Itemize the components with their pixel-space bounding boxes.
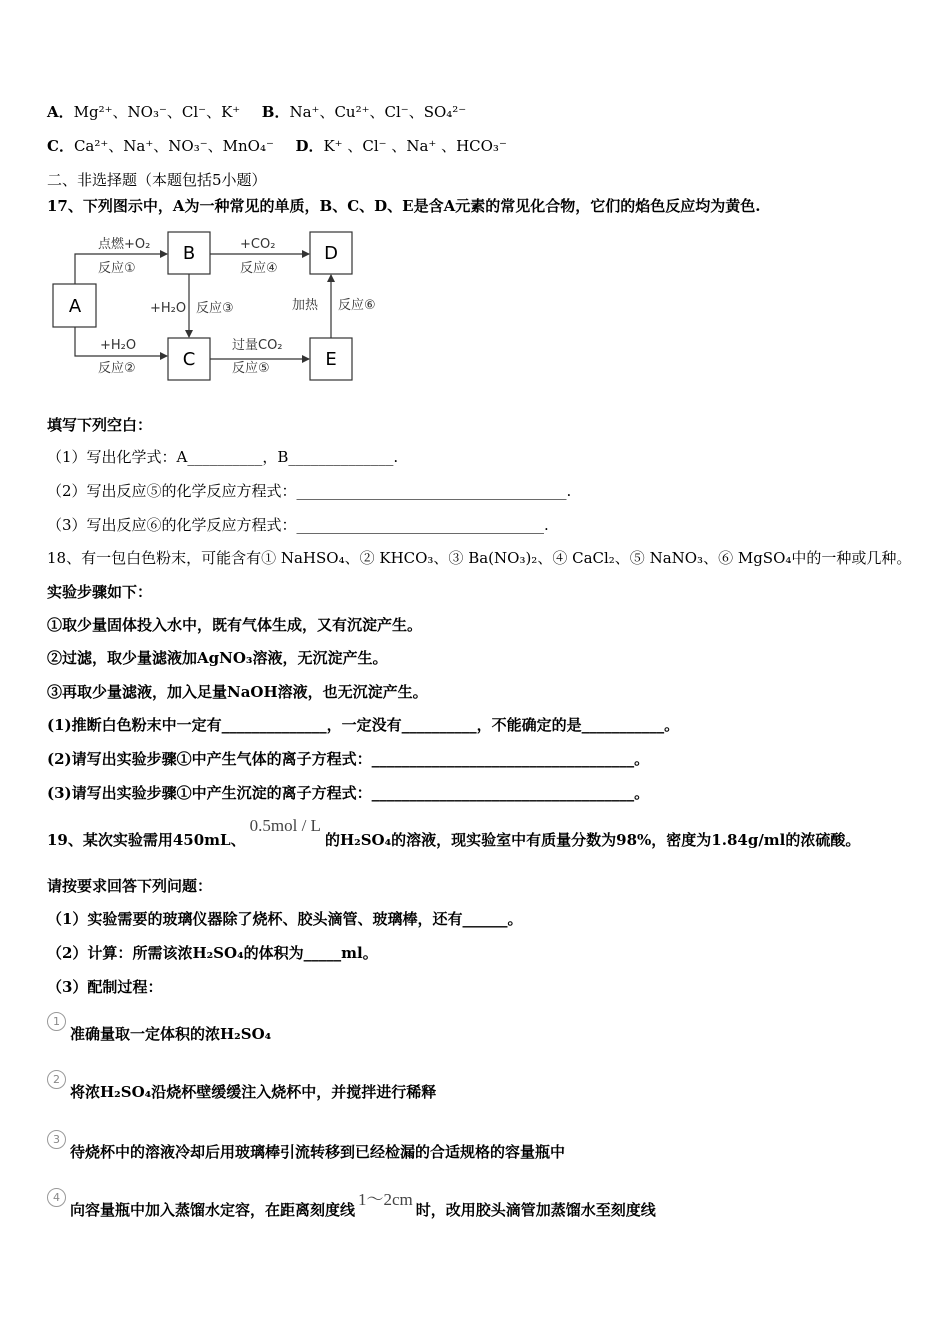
q19-concentration: 0.5mol / L (249, 816, 321, 835)
options-row-cd (47, 136, 507, 156)
q17-reaction-diagram (40, 222, 400, 392)
step4-text-post: 时，改用胶头滴管加蒸馏水至刻度线 (415, 1201, 656, 1219)
q17-part2-text: （2）写出反应⑤的化学反应方程式：_________________________________ (47, 482, 545, 500)
box-c-label: C (182, 349, 196, 370)
label-ab-bottom: 反应① (98, 261, 136, 276)
box-a-label: A (68, 296, 82, 317)
step4-text (70, 1190, 656, 1220)
q18-stem: 18、有一包白色粉末，可能含有① NaHSO₄、② KHCO₃、③ Ba(NO₃)₂、④ CaCl₂、⑤ NaNO₃、⑥ MgSO₄中的一种或几种。 (47, 549, 912, 567)
step4-number: 4 (47, 1188, 66, 1207)
q18-steps-title: 实验步骤如下： (47, 583, 153, 601)
q19-volume: 450mL (172, 831, 231, 849)
step2-text: 将浓H₂SO₄沿烧杯壁缓缓注入烧杯中，并搅拌进行稀释 (70, 1083, 437, 1101)
step3-number: 3 (47, 1130, 66, 1149)
q18-step1: ①取少量固体投入水中，既有气体生成，又有沉淀产生。 (47, 616, 423, 634)
q19-part1: （1）实验需要的玻璃仪器除了烧杯、胶头滴管、玻璃棒，还有______。 (47, 910, 523, 928)
q17-part3: （3）写出反应⑥的化学反应方程式：_________________________________. (47, 516, 549, 534)
q18-part1: (1)推断白色粉末中一定有______________，一定没有__________，不能确定的是___________。 (47, 716, 680, 734)
q17-stem: 17、下列图示中，A为一种常见的单质，B、C、D、E是含A元素的常见化合物，它们的焰色反应均为黄色. (47, 197, 761, 215)
option-a-text: Mg²⁺、NO₃⁻、Cl⁻、K⁺ (73, 103, 241, 121)
q18-part2: (2)请写出实验步骤①中产生气体的离子方程式：___________________________________。 (47, 750, 650, 768)
label-bd-top: +CO₂ (240, 237, 276, 252)
step2-number: 2 (47, 1070, 66, 1089)
label-bc-right: 反应③ (196, 301, 234, 316)
option-a-label: A． (47, 103, 74, 121)
step4-text-pre: 向容量瓶中加入蒸馏水定容，在距离刻度线 (70, 1201, 356, 1219)
options-row-ab (47, 102, 466, 122)
q19-part2: （2）计算：所需该浓H₂SO₄的体积为_____ml。 (47, 944, 378, 962)
option-d-label: D． (295, 137, 324, 155)
option-d-text: K⁺ 、Cl⁻ 、Na⁺ 、HCO₃⁻ (323, 137, 507, 155)
step3-text: 待烧杯中的溶液冷却后用玻璃棒引流转移到已经检漏的合适规格的容量瓶中 (70, 1143, 566, 1161)
label-ce-top: 过量CO₂ (232, 338, 283, 353)
option-b-label: B． (261, 103, 290, 121)
q19-stem-pre: 19、某次实验需用 (47, 831, 173, 849)
box-b-label: B (182, 243, 196, 264)
q19-sep: 、 (230, 831, 246, 849)
label-ed-right: 反应⑥ (338, 298, 376, 313)
q19-stem-post-a: 的 (324, 831, 340, 849)
step4-range: 1～2cm (358, 1190, 413, 1209)
label-bd-bottom: 反应④ (240, 261, 278, 276)
label-bc-left: +H₂O (150, 301, 187, 316)
option-c-label: C． (47, 137, 74, 155)
q19-stem (47, 816, 861, 850)
box-d-label: D (324, 243, 338, 264)
q17-fill-prompt: 填写下列空白： (47, 416, 153, 434)
q17-part1: （1）写出化学式：A__________，B______________. (47, 448, 399, 466)
label-ac-bottom: 反应② (98, 361, 136, 376)
option-c-text: Ca²⁺、Na⁺、NO₃⁻、MnO₄⁻ (73, 137, 274, 155)
step1-number: 1 (47, 1012, 66, 1031)
q19-part3: （3）配制过程： (47, 978, 163, 996)
step1-text: 准确量取一定体积的浓H₂SO₄ (70, 1025, 272, 1043)
q19-prompt: 请按要求回答下列问题： (47, 877, 213, 895)
q18-part3: (3)请写出实验步骤①中产生沉淀的离子方程式：___________________________________。 (47, 784, 650, 802)
q18-step2: ②过滤，取少量滤液加AgNO₃溶液，无沉淀产生。 (47, 649, 388, 667)
q17-part2-tail: ___. (544, 482, 572, 500)
option-b-text: Na⁺、Cu²⁺、Cl⁻、SO₄²⁻ (289, 103, 467, 121)
label-ac-top: +H₂O (100, 338, 137, 353)
label-ce-bottom: 反应⑤ (232, 361, 270, 376)
section-heading: 二、非选择题（本题包括5小题） (47, 171, 267, 189)
q17-part2 (47, 481, 571, 501)
q18-step3: ③再取少量滤液，加入足量NaOH溶液，也无沉淀产生。 (47, 683, 428, 701)
label-ab-top: 点燃+O₂ (98, 237, 151, 252)
box-e-label: E (325, 349, 337, 370)
q19-stem-post-b: H₂SO₄的溶液，现实验室中有质量分数为98%，密度为1.84g/ml的浓硫酸。 (339, 831, 861, 849)
label-ed-left: 加热 (292, 298, 319, 313)
